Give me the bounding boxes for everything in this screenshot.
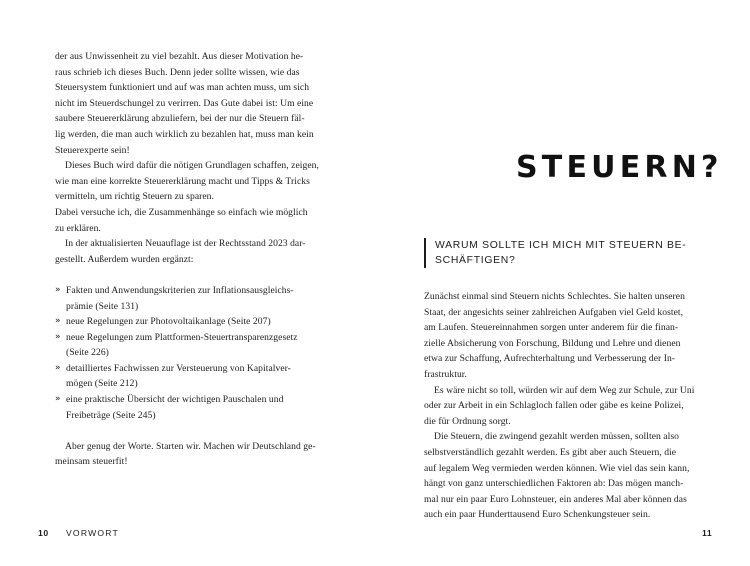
text-line: detailliertes Fachwissen zur Versteuerung von Kapitalver- — [66, 362, 291, 374]
closing-paragraph — [55, 439, 330, 470]
running-head: VORWORT — [66, 528, 119, 538]
bullet-marker: » — [55, 394, 61, 405]
text-line: gestellt. Außerdem wurden ergänzt: — [55, 253, 194, 265]
left-body-text — [55, 49, 330, 470]
text-line: frastruktur. — [424, 368, 467, 380]
text-line: Die Steuern, die zwingend gezahlt werden müssen, sollten also — [434, 431, 679, 443]
text-line: Dieses Buch wird dafür die nötigen Grundlagen schaffen, zeigen, — [65, 160, 319, 172]
list-item — [55, 283, 330, 314]
text-line: Staat, der angesichts seiner zahlreichen Aufgaben viel Geld kostet, — [424, 306, 684, 318]
bullet-marker: » — [55, 331, 61, 342]
text-line: Steuerexperte sein! — [55, 144, 130, 156]
text-line: (Seite 226) — [66, 347, 109, 359]
text-line: Aber genug der Worte. Starten wir. Machen wir Deutschland ge- — [65, 440, 316, 452]
text-line: vermitteln, um richtig Steuern zu sparen. — [55, 191, 214, 203]
paragraph-2 — [55, 158, 330, 205]
text-line: hängt von ganz unterschiedlichen Faktoren ab: Das mögen manch- — [424, 478, 684, 490]
section-heading — [424, 238, 687, 268]
paragraph-3 — [55, 205, 330, 236]
chapter-title: STEUERN? — [516, 150, 723, 185]
heading-line: WARUM SOLLTE ICH MICH MIT STEUERN BE- — [435, 240, 687, 251]
text-line: Freibeträge (Seite 245) — [66, 409, 156, 421]
bullet-marker: » — [55, 316, 61, 327]
bullet-marker: » — [55, 284, 61, 295]
text-line: Es wäre nicht so toll, würden wir auf dem Weg zur Schule, zur Uni — [434, 384, 695, 396]
text-line: oder zur Arbeit in ein Schlagloch fallen oder gäbe es keine Polizei, — [424, 400, 684, 412]
list-item — [55, 314, 330, 330]
text-line: saubere Steuererklärung abzuliefern, bei der nur die Steuern fäl- — [55, 113, 305, 125]
text-line: prämie (Seite 131) — [66, 300, 139, 312]
page-number-left: 10 — [38, 528, 49, 538]
text-line: lig werden, die man auch wirklich zu bezahlen hat, muss man kein — [55, 128, 314, 140]
text-line: nicht im Steuerdschungel zu verirren. Das Gute dabei ist: Um eine — [55, 97, 314, 109]
text-line: der aus Unwissenheit zu viel bezahlt. Aus dieser Motivation he- — [55, 51, 304, 62]
list-item — [55, 392, 330, 423]
text-line: selbstverständlich gezahlt werden. Es gibt aber auch Steuern, die — [424, 446, 677, 458]
text-line: zu erklären. — [55, 222, 101, 234]
text-line: etwa zur Schaffung, Aufrechterhaltung und Verbesserung der In- — [424, 353, 676, 365]
list-item — [55, 361, 330, 392]
text-line: zielle Absicherung von Forschung, Bildung und Lehre und dienen — [424, 337, 681, 349]
text-line: mögen (Seite 212) — [66, 378, 138, 390]
text-line: Steuersystem funktioniert und auf was man achten muss, um sich — [55, 82, 310, 94]
list-item — [55, 330, 330, 361]
text-line: Zunächst einmal sind Steuern nichts Schlechtes. Sie halten unseren — [424, 291, 685, 302]
text-line: die für Ordnung sorgt. — [424, 415, 511, 427]
text-line: auf legalem Weg vermieden werden können. Wie viel das sein kann, — [424, 462, 690, 474]
text-line: raus schrieb ich dieses Buch. Denn jeder sollte wissen, wie das — [55, 66, 300, 78]
paragraph-2 — [424, 383, 704, 430]
bullet-marker: » — [55, 362, 61, 373]
right-body-text — [424, 289, 704, 523]
text-line: In der aktualisierten Neuauflage ist der Rechtsstand 2023 dar- — [65, 238, 306, 250]
text-line: Fakten und Anwendungskriterien zur Inflationsausgleichs- — [66, 284, 294, 296]
text-line: neue Regelungen zum Plattformen-Steuertransparenzgesetz — [66, 331, 298, 343]
text-line: neue Regelungen zur Photovoltaikanlage (Seite 207) — [66, 316, 271, 328]
intro-paragraph — [55, 49, 330, 158]
text-line: eine praktische Übersicht der wichtigen Pauschalen und — [66, 394, 284, 406]
heading-line: SCHÄFTIGEN? — [435, 255, 516, 266]
paragraph-1 — [424, 289, 704, 383]
text-line: auch ein paar Hunderttausend Euro Schenkungsteuer sein. — [424, 509, 651, 521]
paragraph-4 — [55, 236, 330, 267]
text-line: meinsam steuerfit! — [55, 456, 128, 468]
text-line: Dabei versuche ich, die Zusammenhänge so einfach wie möglich — [55, 206, 308, 218]
update-list — [55, 283, 330, 423]
text-line: mal nur ein paar Euro Lohnsteuer, ein anderes Mal aber können das — [424, 493, 687, 505]
page-number-right: 11 — [702, 528, 713, 538]
paragraph-3 — [424, 429, 704, 523]
text-line: wie man eine korrekte Steuererklärung macht und Tipps & Tricks — [55, 175, 310, 187]
text-line: am Laufen. Steuereinnahmen sorgen unter anderem für die finan- — [424, 322, 679, 334]
